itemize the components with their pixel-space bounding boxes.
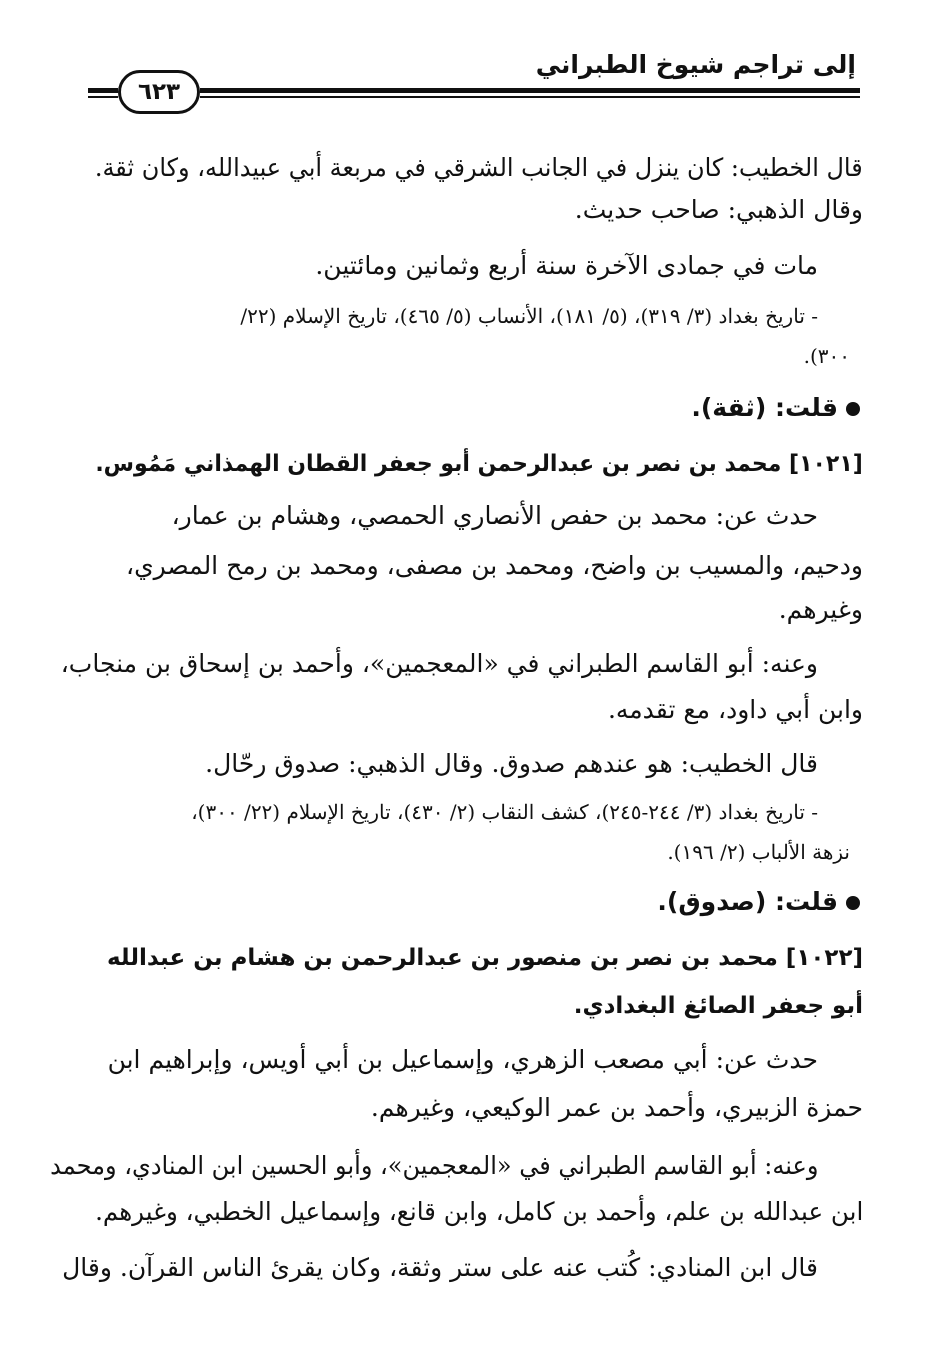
entry-heading: [١٠٢٢] محمد بن نصر بن منصور بن عبدالرحمن بن هشام بن عبدالله [106, 945, 863, 971]
header-rule-left-thick [88, 88, 118, 93]
reference-line: - تاريخ بغداد (٣/ ٣١٩)، (٥/ ١٨١)، الأنساب (٥/ ٤٦٥)، تاريخ الإسلام (٢٢/ [240, 304, 818, 328]
text-line: قال الخطيب: كان ينزل في الجانب الشرقي في مربعة أبي عبيدالله، وكان ثقة. [95, 153, 863, 182]
verdict-text: قلت: (ثقة). [691, 393, 838, 422]
entry-heading: [١٠٢١] محمد بن نصر بن عبدالرحمن أبو جعفر القطان الهمذاني مَمُوس. [95, 451, 863, 477]
reference-line: - تاريخ بغداد (٣/ ٢٤٤-٢٤٥)، كشف النقاب (٢/ ٤٣٠)، تاريخ الإسلام (٢٢/ ٣٠٠)، [191, 800, 818, 824]
verdict-text: قلت: (صدوق). [657, 887, 838, 916]
running-title: إلى تراجم شيوخ الطبراني [535, 50, 856, 79]
text-line: ودحيم، والمسيب بن واضح، ومحمد بن مصفى، ومحمد بن رمح المصري، [126, 551, 863, 580]
text-line: وعنه: أبو القاسم الطبراني في «المعجمين»، وأبو الحسين ابن المنادي، ومحمد [49, 1151, 818, 1180]
reference-line: نزهة الألباب (٢/ ١٩٦). [667, 840, 850, 864]
bullet-icon [846, 402, 860, 416]
header-rule-left-thin [88, 96, 118, 98]
verdict-line [657, 884, 860, 920]
text-line: حدث عن: محمد بن حفص الأنصاري الحمصي، وهشام بن عمار، [171, 501, 818, 530]
entry-heading: أبو جعفر الصائغ البغدادي. [573, 993, 863, 1019]
page-number-badge: ٦٢٣ [118, 70, 200, 114]
text-line: وعنه: أبو القاسم الطبراني في «المعجمين»، وأحمد بن إسحاق بن منجاب، [60, 649, 818, 678]
text-line: ابن عبدالله بن علم، وأحمد بن كامل، وابن قانع، وإسماعيل الخطبي، وغيرهم. [94, 1197, 863, 1226]
reference-line: ٣٠٠). [803, 344, 850, 368]
text-line: حدث عن: أبي مصعب الزهري، وإسماعيل بن أبي أويس، وإبراهيم ابن [107, 1045, 818, 1074]
text-line: قال الخطيب: هو عندهم صدوق. وقال الذهبي: صدوق رحّال. [205, 749, 818, 778]
text-line: قال ابن المنادي: كُتب عنه على ستر وثقة، وكان يقرئ الناس القرآن. وقال [62, 1253, 818, 1282]
text-line: وقال الذهبي: صاحب حديث. [574, 195, 863, 224]
bullet-icon [846, 896, 860, 910]
text-line: وغيرهم. [778, 595, 863, 624]
header-rule-thin [200, 96, 860, 98]
verdict-line [691, 390, 860, 426]
text-line: وابن أبي داود، مع تقدمه. [607, 695, 863, 724]
header-rule-thick [200, 88, 860, 93]
text-line: مات في جمادى الآخرة سنة أربع وثمانين ومائتين. [315, 251, 818, 280]
text-line: حمزة الزبيري، وأحمد بن عمر الوكيعي، وغيرهم. [370, 1093, 863, 1122]
